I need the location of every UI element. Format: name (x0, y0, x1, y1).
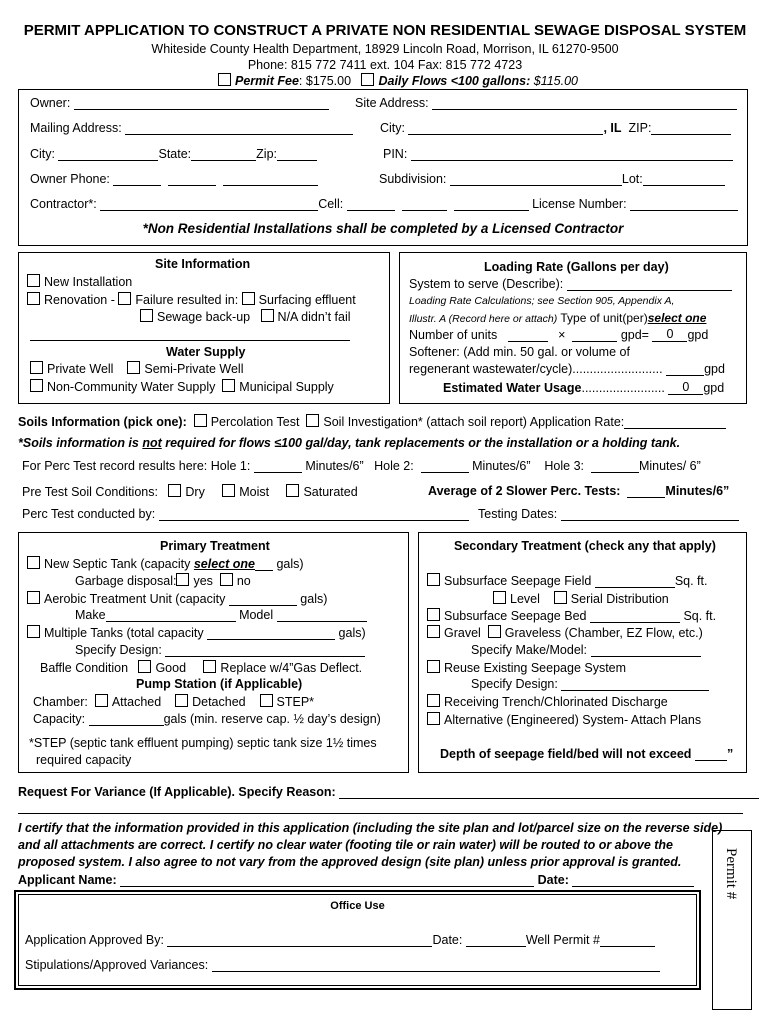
variance-field[interactable]: Request For Variance (If Applicable). Specify Reason: (18, 785, 759, 799)
municipal-checkbox (222, 379, 235, 392)
contractor-field[interactable]: Contractor*: Cell: License Number: (30, 197, 738, 211)
saturated-checkbox (286, 484, 299, 497)
graveless-checkbox (488, 625, 501, 638)
step-note-1: *STEP (septic tank effluent pumping) septic tank size 1½ times (29, 736, 377, 750)
pump-capacity-field[interactable]: Capacity: gals (min. reserve cap. ½ day’s design) (33, 712, 381, 726)
specify-make-field[interactable]: Specify Make/Model: (471, 643, 701, 657)
well-options[interactable]: Private Well Semi-Private Well (30, 361, 243, 376)
fee-line: Permit Fee: $175.00 Daily Flows <100 gallons: $115.00 (218, 73, 578, 88)
owner-phone-field[interactable]: Owner Phone: (30, 172, 318, 186)
garbage-no-checkbox (220, 573, 233, 586)
perc-holes-line[interactable]: For Perc Test record results here: Hole 1: Minutes/6” Hole 2: Minutes/6” Hole 3: Minutes/ 6” (22, 459, 701, 473)
baffle-good-checkbox (138, 660, 151, 673)
renovation-option[interactable]: Renovation - Failure resulted in: Surfacing effluent (27, 292, 356, 307)
baffle-replace-checkbox (203, 660, 216, 673)
multiple-tanks-checkbox (27, 625, 40, 638)
renovation-checkbox (27, 292, 40, 305)
office-use-title: Office Use (330, 900, 385, 912)
testing-dates-field[interactable]: Testing Dates: (478, 507, 739, 521)
approved-by-field[interactable]: Application Approved By: Date: Well Permit # (25, 933, 655, 947)
depth-field[interactable]: Depth of seepage field/bed will not exceed ” (440, 747, 734, 761)
applicant-name-field[interactable]: Applicant Name: Date: (18, 873, 694, 887)
average-perc-field[interactable]: Average of 2 Slower Perc. Tests: Minutes/6” (428, 484, 730, 498)
detached-checkbox (175, 694, 188, 707)
site-address-field[interactable]: Site Address: (355, 96, 737, 110)
attached-checkbox (95, 694, 108, 707)
estimated-usage[interactable]: Estimated Water Usage........................ 0 gpd (443, 380, 725, 395)
secondary-title: Secondary Treatment (check any that apply) (454, 539, 716, 553)
specify-design-field-2[interactable]: Specify Design: (471, 677, 709, 691)
seepage-field-option[interactable]: Subsurface Seepage Field Sq. ft. (427, 573, 707, 588)
softener-label: Softener: (Add min. 50 gal. or volume of (409, 345, 630, 359)
permit-fee-checkbox[interactable] (218, 73, 231, 86)
make-model-field[interactable]: Make Model (75, 608, 367, 622)
chamber-options[interactable]: Chamber: Attached Detached STEP* (33, 695, 315, 709)
failure-checkbox (118, 292, 131, 305)
daily-flows-checkbox[interactable] (361, 73, 374, 86)
supply-options[interactable]: Non-Community Water Supply Municipal Supply (30, 379, 334, 394)
receiving-trench-checkbox (427, 694, 440, 707)
loading-calc-note: Loading Rate Calculations; see Section 905, Appendix A, (409, 295, 675, 307)
backup-checkbox (140, 309, 153, 322)
soils-info-line[interactable]: Soils Information (pick one): Percolation Test Soil Investigation* (attach soil report) Application Rate: (18, 414, 726, 429)
subdivision-lot-field[interactable]: Subdivision: Lot: (379, 172, 725, 186)
perc-conducted-field[interactable]: Perc Test conducted by: (22, 507, 469, 521)
new-installation-option[interactable]: New Installation (27, 274, 132, 289)
gravel-options[interactable]: Gravel Graveless (Chamber, EZ Flow, etc.) (427, 625, 703, 640)
multiple-tanks-option[interactable]: Multiple Tanks (total capacity gals) (27, 625, 366, 640)
licensed-contractor-note: *Non Residential Installations shall be completed by a Licensed Contractor (142, 221, 624, 236)
seepage-bed-checkbox (427, 608, 440, 621)
step-checkbox (260, 694, 273, 707)
specify-design-field[interactable]: Specify Design: (75, 643, 365, 657)
mailing-address-field[interactable]: Mailing Address: (30, 121, 353, 135)
seepage-field-checkbox (427, 573, 440, 586)
aerobic-option[interactable]: Aerobic Treatment Unit (capacity gals) (27, 591, 327, 606)
private-well-checkbox (30, 361, 43, 374)
serial-checkbox (554, 591, 567, 604)
gravel-checkbox (427, 625, 440, 638)
new-septic-tank-option[interactable]: New Septic Tank (capacity select one gals) (27, 556, 304, 571)
certify-line-3: proposed system. I also agree to not vary from the approved design (site plan) unless prior approval is granted. (18, 855, 682, 869)
department-address: Whiteside County Health Department, 18929 Lincoln Road, Morrison, IL 61270-9500 (151, 42, 619, 56)
soils-note: *Soils information is not required for flows ≤100 gal/day, tank replacements or the installation or a holding tank. (18, 436, 681, 450)
pin-field[interactable]: PIN: (383, 147, 733, 161)
alternative-checkbox (427, 712, 440, 725)
softener-field[interactable]: regenerant wastewater/cycle).......................... gpd (409, 362, 725, 376)
seepage-bed-option[interactable]: Subsurface Seepage Bed Sq. ft. (427, 608, 716, 623)
system-serve-field[interactable]: System to serve (Describe): (409, 277, 732, 291)
primary-title: Primary Treatment (160, 539, 270, 553)
distribution-options[interactable]: Level Serial Distribution (493, 591, 669, 606)
surfacing-checkbox (242, 292, 255, 305)
soil-investigation-checkbox (306, 414, 319, 427)
owner-city-state-zip[interactable]: City: State: Zip: (30, 147, 317, 161)
non-community-checkbox (30, 379, 43, 392)
site-info-blank-line[interactable] (30, 340, 350, 341)
dry-checkbox (168, 484, 181, 497)
garbage-yes-checkbox (176, 573, 189, 586)
step-note-2: required capacity (36, 753, 132, 767)
pump-station-title: Pump Station (if Applicable) (136, 677, 303, 691)
stipulations-field[interactable]: Stipulations/Approved Variances: (25, 958, 660, 972)
new-installation-checkbox (27, 274, 40, 287)
department-phone: Phone: 815 772 7411 ext. 104 Fax: 815 772 4723 (247, 58, 523, 72)
certify-line-1: I certify that the information provided in this application (including the site plan and lot/parcel size on the reverse side) (18, 821, 723, 835)
loading-rate-title: Loading Rate (Gallons per day) (484, 260, 669, 274)
aerobic-checkbox (27, 591, 40, 604)
page-title: PERMIT APPLICATION TO CONSTRUCT A PRIVATE NON RESIDENTIAL SEWAGE DISPOSAL SYSTEM (23, 22, 747, 39)
moist-checkbox (222, 484, 235, 497)
level-checkbox (493, 591, 506, 604)
site-info-title: Site Information (155, 257, 251, 271)
permit-number-label: Permit # (723, 848, 739, 900)
baffle-condition[interactable]: Baffle Condition Good Replace w/4”Gas Deflect. (40, 661, 363, 675)
site-city-field[interactable]: City: , IL ZIP: (380, 121, 731, 135)
owner-field[interactable]: Owner: (30, 96, 329, 110)
new-septic-tank-checkbox (27, 556, 40, 569)
reuse-option[interactable]: Reuse Existing Seepage System (427, 660, 626, 675)
na-checkbox (261, 309, 274, 322)
variance-line-2[interactable] (18, 813, 743, 814)
reuse-checkbox (427, 660, 440, 673)
type-of-unit[interactable]: Illustr. A (Record here or attach) Type of unit(per)select one (409, 311, 707, 325)
units-calc-field[interactable]: Number of units × gpd= 0 gpd (409, 327, 709, 342)
semi-private-checkbox (127, 361, 140, 374)
water-supply-title: Water Supply (166, 345, 246, 359)
alternative-option[interactable]: Alternative (Engineered) System- Attach Plans (427, 712, 701, 727)
garbage-disposal[interactable]: Garbage disposal: yes no (75, 574, 251, 588)
perc-test-checkbox (194, 414, 207, 427)
receiving-trench-option[interactable]: Receiving Trench/Chlorinated Discharge (427, 694, 668, 709)
pretest-conditions[interactable]: Pre Test Soil Conditions: Dry Moist Saturated (22, 485, 358, 499)
certify-line-2: and all attachments are correct. I certify no clear water (footing tile or rain water) will be routed to or above the (18, 838, 674, 852)
failure-options[interactable]: Sewage back-up N/A didn’t fail (140, 309, 351, 324)
